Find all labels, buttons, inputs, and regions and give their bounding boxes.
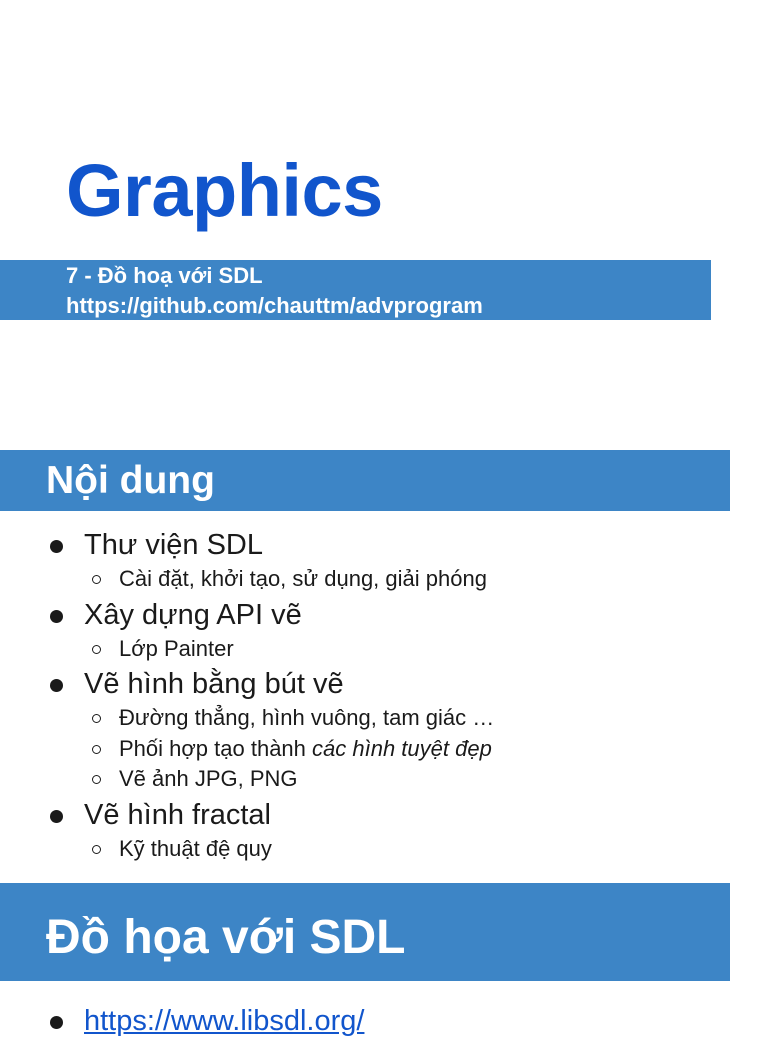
bullet-disc-icon — [50, 610, 63, 623]
sub-list-item-text: Phối hợp tạo thành các hình tuyệt đẹp — [119, 736, 492, 761]
sub-list-item-text: Cài đặt, khởi tạo, sử dụng, giải phóng — [119, 566, 487, 591]
list-item — [50, 797, 271, 833]
bullet-circle-icon — [92, 845, 101, 854]
list-item-text: Xây dựng API vẽ — [84, 598, 302, 631]
list-item-text: Vẽ hình bằng bút vẽ — [84, 667, 344, 700]
sub-list-item — [92, 635, 234, 663]
bullet-circle-icon — [92, 775, 101, 784]
bullet-disc-icon — [50, 540, 63, 553]
bullet-circle-icon — [92, 714, 101, 723]
list-item-text: Vẽ hình fractal — [84, 798, 271, 831]
subtitle-lecture: 7 - Đồ hoạ với SDL — [66, 263, 263, 288]
libsdl-link[interactable]: https://www.libsdl.org/ — [84, 1004, 365, 1037]
bullet-disc-icon — [50, 679, 63, 692]
list-item — [50, 666, 344, 702]
sub-list-item-text: Vẽ ảnh JPG, PNG — [119, 766, 298, 791]
sub-list-item — [92, 765, 298, 793]
sub-list-item — [92, 704, 494, 732]
list-item-text: Thư viện SDL — [84, 528, 263, 561]
bullet-circle-icon — [92, 575, 101, 584]
sdl-heading: Đồ họa với SDL — [46, 911, 406, 964]
emphasis-text: các hình tuyệt đẹp — [312, 736, 492, 761]
subtitle-repo-url[interactable]: https://github.com/chauttm/advprogram — [66, 293, 483, 318]
sub-list-item-text: Lớp Painter — [119, 636, 234, 661]
bullet-disc-icon — [50, 810, 63, 823]
bullet-circle-icon — [92, 645, 101, 654]
sub-list-item — [92, 565, 487, 593]
sub-list-item-text: Đường thẳng, hình vuông, tam giác … — [119, 705, 495, 730]
sub-list-item — [92, 735, 492, 763]
list-item — [50, 527, 263, 563]
list-item — [50, 1003, 364, 1039]
bullet-disc-icon — [50, 1016, 63, 1029]
bullet-circle-icon — [92, 745, 101, 754]
list-item — [50, 597, 302, 633]
sub-list-item-text: Kỹ thuật đệ quy — [119, 836, 272, 861]
contents-heading: Nội dung — [46, 459, 215, 502]
sub-list-item — [92, 835, 272, 863]
slide-title: Graphics — [66, 149, 383, 232]
